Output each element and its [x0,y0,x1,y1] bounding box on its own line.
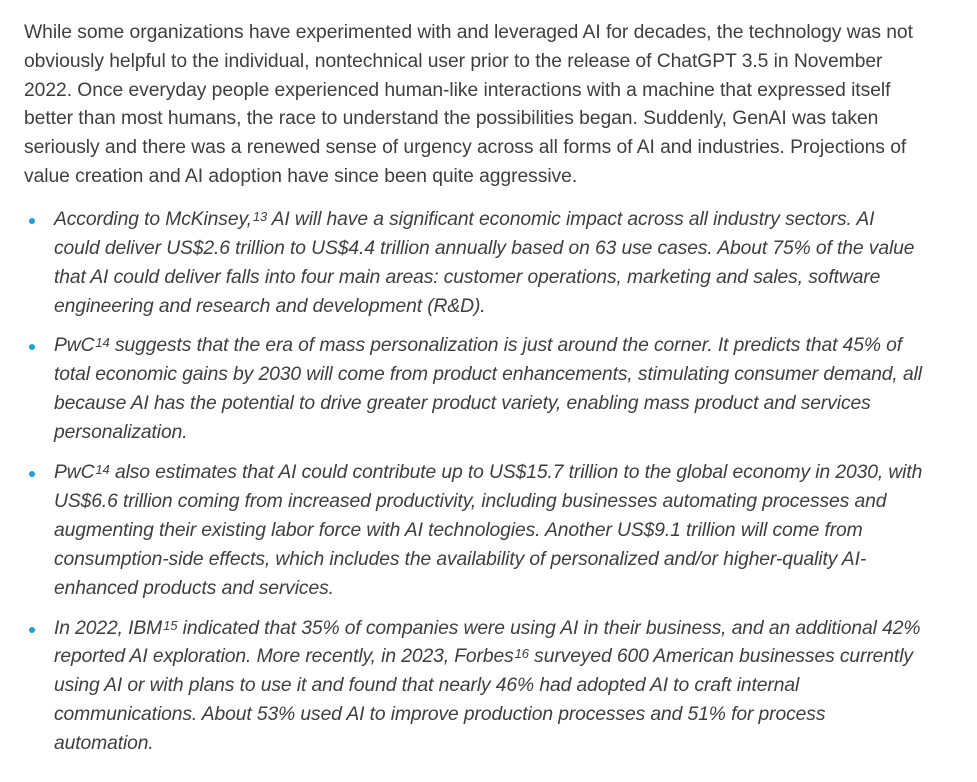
footnote-ref-16[interactable]: 16 [514,646,529,662]
source-pwc: PwC [54,335,95,357]
statistics-bullet-list [24,206,924,759]
source-pwc: PwC [54,462,95,484]
bullet-dot-icon [29,344,35,350]
list-item-text: also estimates that AI could contribute up to US$15.7 trillion to the global economy in 2030, with US$6.6 trillion coming from increased productivity, including businesses automating processes and augmenting their existing labor force with AI technologies. Another US$9.1 trillion will come from consumption-side effects, which includes the availability of personalized and/or higher-quality AI-enhanced products and services. [54,462,923,599]
list-item-text: In 2022, IBM [54,617,163,639]
footnote-ref-14[interactable]: 14 [95,462,110,478]
list-item-text: surveyed 600 American businesses currently using AI or with plans to use it and found that nearly 46% had adopted AI to craft internal communications. About 53% used AI to improve production processes and 51% for process automation. [54,646,913,755]
list-item-text: AI will have a significant economic impact across all industry sectors. AI could deliver US$2.6 trillion to US$4.4 trillion annually based on 63 use cases. About 75% of the value that AI could deliver falls into four main areas: customer operations, marketing and sales, software engineering and research and development (R&D). [54,208,915,317]
list-item-mckinsey [24,206,924,322]
list-item-pwc-personalization [24,332,924,448]
footnote-ref-15[interactable]: 15 [163,617,178,633]
list-item-text: suggests that the era of mass personalization is just around the corner. It predicts that 45% of total economic gains by 2030 will come from product enhancements, stimulating consumer demand, all because AI has the potential to drive greater product variety, enabling mass product and services personalization. [54,335,922,444]
bullet-dot-icon [29,627,35,633]
bullet-dot-icon [29,471,35,477]
list-item-ibm-forbes [24,615,924,760]
footnote-ref-14[interactable]: 14 [95,335,110,351]
footnote-ref-13[interactable]: 13 [252,208,268,224]
source-mckinsey: According to McKinsey, [54,208,252,230]
article-body [24,19,924,759]
intro-paragraph: While some organizations have experimented with and leveraged AI for decades, the technology was not obviously helpful to the individual, nontechnical user prior to the release of ChatGPT 3.5 in November 2022. Once everyday people experienced human-like interactions with a machine that expressed itself better than most humans, the race to understand the possibilities began. Suddenly, GenAI was taken seriously and there was a renewed sense of urgency across all forms of AI and industries. Projections of value creation and AI adoption have since been quite aggressive. [24,22,913,187]
list-item-pwc-economy [24,459,924,604]
list-item-text: indicated that 35% of companies were using AI in their business, and an additional 42% reported AI exploration. More recently, in 2023, Forbes [54,617,921,668]
bullet-dot-icon [29,218,35,224]
